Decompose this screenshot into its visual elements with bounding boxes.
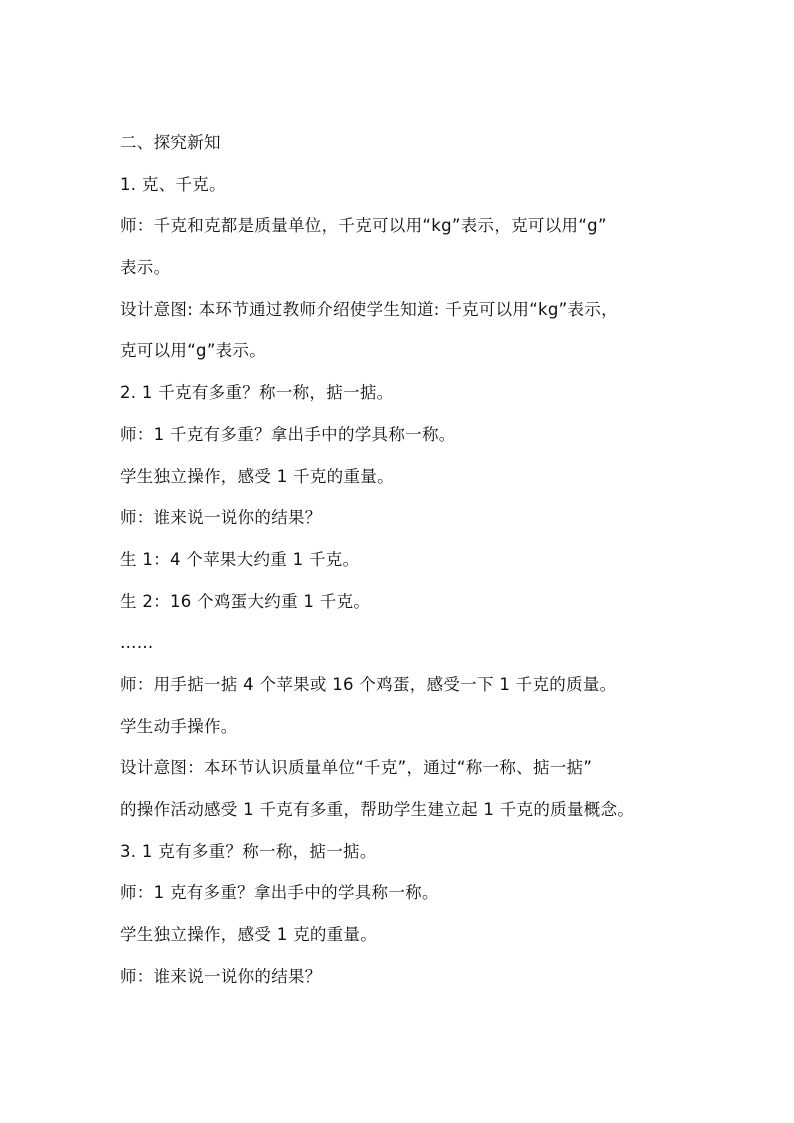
paragraph-line: 师：谁来说一说你的结果？ [120, 966, 322, 986]
paragraph-line: 师：1 克有多重？拿出手中的学具称一称。 [120, 883, 439, 903]
document-body [120, 128, 690, 1003]
paragraph-line: 生 2：16 个鸡蛋大约重 1 千克。 [120, 591, 371, 611]
subsection-heading: 3. 1 克有多重？称一称，掂一掂。 [120, 841, 377, 861]
paragraph-line: 学生动手操作。 [120, 716, 238, 736]
paragraph-line: 师：1 千克有多重？拿出手中的学具称一称。 [120, 424, 456, 444]
paragraph-line: 学生独立操作，感受 1 克的重量。 [120, 925, 378, 945]
ellipsis-line: …… [120, 633, 154, 653]
paragraph-line: 师：谁来说一说你的结果？ [120, 508, 322, 528]
paragraph-line: 师：用手掂一掂 4 个苹果或 16 个鸡蛋，感受一下 1 千克的质量。 [120, 674, 617, 694]
paragraph-line: 设计意图：本环节认识质量单位“千克”，通过“称一称、掂一掂” [120, 758, 593, 778]
paragraph-line: 的操作活动感受 1 千克有多重，帮助学生建立起 1 千克的质量概念。 [120, 800, 635, 819]
subsection-heading: 1. 克、千克。 [120, 174, 226, 194]
paragraph-line: 设计意图: 本环节通过教师介绍使学生知道: 千克可以用“kg”表示， [120, 299, 618, 319]
paragraph-line: 表示。 [120, 258, 171, 278]
subsection-heading: 2. 1 千克有多重？称一称，掂一掂。 [120, 383, 394, 403]
paragraph-line: 克可以用“g”表示。 [120, 341, 267, 361]
paragraph-line: 生 1：4 个苹果大约重 1 千克。 [120, 549, 360, 569]
paragraph-line: 学生独立操作，感受 1 千克的重量。 [120, 466, 394, 486]
paragraph-line: 师：千克和克都是质量单位，千克可以用“kg”表示，克可以用“g” [120, 216, 607, 236]
section-heading: 二、探究新知 [120, 133, 221, 152]
